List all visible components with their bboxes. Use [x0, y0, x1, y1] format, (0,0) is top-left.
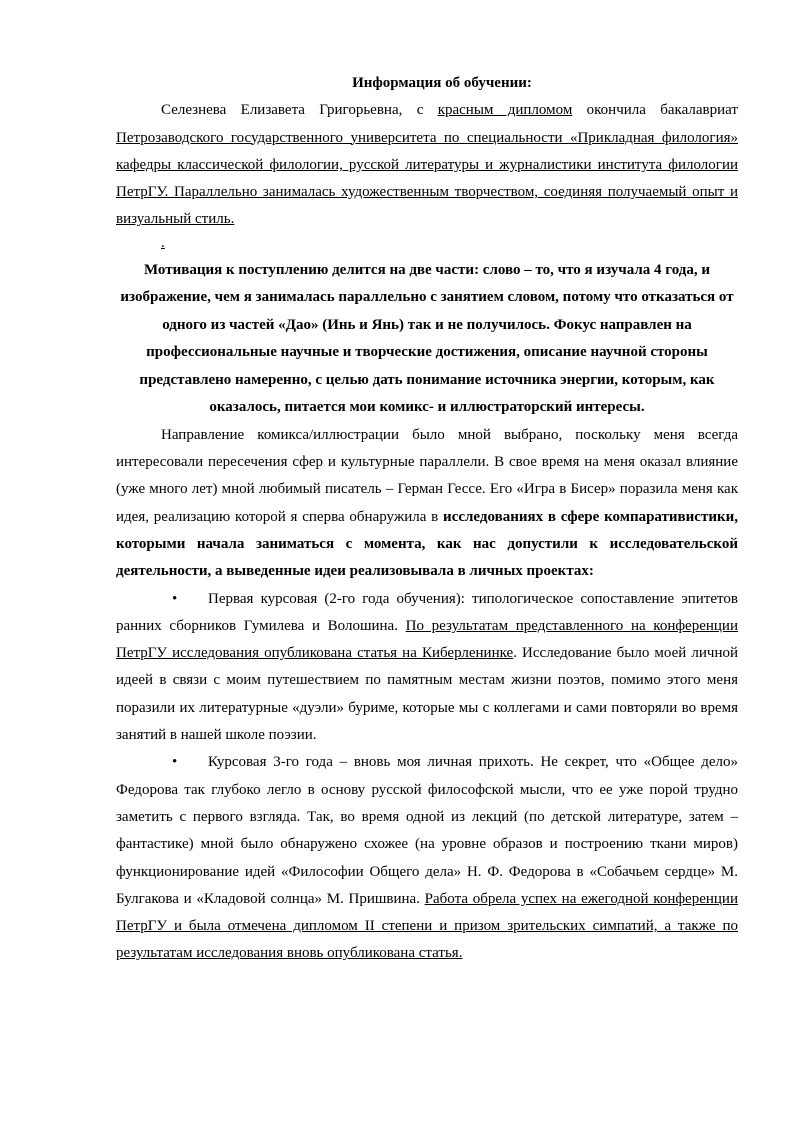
bullet-icon: •: [172, 590, 178, 607]
bullet2-text: Курсовая 3-го года – вновь моя личная прихоть. Не секрет, что «Общее дело» Федорова так глубоко легло в основу русской философской мысли, что ее уже порой трудно заметить с первого взгляда. Так, во время одной из лекций (по детской литературе, затем – фантастике) мной было обнаружено схожее (на уровне образов и построению ткани миров) функционирование идей «Философии Общего дела» Н. Ф. Федорова в «Собачьем сердце» М. Булгакова и «Кладовой солнца» М. Пришвина.: [116, 754, 738, 907]
stray-dot: .: [161, 234, 165, 251]
bullet2-underlined: Работа обрела успех на ежегодной конференции ПетрГУ и была отмечена дипломом II степени и призом зрительских симпатий, а также по результатам исследования вновь опубликована статья.: [116, 890, 738, 962]
list-item: [116, 749, 738, 967]
bullet1-text: Первая курсовая (2-го года обучения): типологическое сопоставление эпитетов ранних сборников Гумилева и Волошина.: [116, 590, 738, 634]
education-paragraph: [116, 97, 738, 233]
bullet1-rest: . Исследование было моей личной идеей в связи с моим путешествием по памятным местам жизни поэтов, помимо этого меня поразили их литературные «дуэли» буриме, которые мы с коллегами и сами повторяли во время занятий в нашей школе поэзии.: [116, 645, 738, 744]
direction-text: Направление комикса/иллюстрации было мной выбрано, поскольку меня всегда интересовали пересечения сфер и культурные параллели. В свое время на меня оказал влияние (уже много лет) мной любимый писатель – Герман Гессе. Его «Игра в Бисер» поразила меня как идея, реализацию которой я сперва обнаружила в: [116, 426, 738, 525]
education-text-2: окончила бакалавриат: [572, 102, 738, 119]
education-text-1: Селезнева Елизавета Григорьевна, с: [161, 102, 438, 119]
red-diploma-text: красным дипломом: [437, 102, 573, 119]
bullet-icon: •: [172, 754, 178, 771]
list-item: [116, 586, 738, 750]
direction-bold-text: исследованиях в сфере компаративистики, которыми начала заниматься с момента, как нас допустили к исследовательской деятельности, а выведенные идеи реализовывала в личных проектах:: [116, 508, 738, 580]
section-heading: Информация об обучении:: [352, 75, 532, 91]
university-text: Петрозаводского государственного университета по специальности «Прикладная филология» кафедры классической филологии, русской литературы и журналистики института филологии ПетрГУ. Параллельно занималась художественным творчеством, соединяя получаемый опыт и визуальный стиль.: [116, 129, 738, 228]
motivation-paragraph: Мотивация к поступлению делится на две части: слово – то, что я изучала 4 года, и изображение, чем я занималась параллельно с занятием словом, потому что отказаться от одного из частей «Дао» (Инь и Янь) так и не получилось. Фокус направлен на профессиональные научные и творческие достижения, описание научной стороны представлено намеренно, с целью дать понимание источника энергии, которым, как оказалось, питается мои комикс- и иллюстраторский интересы.: [120, 261, 734, 416]
bullet1-underlined: По результатам представленного на конференции ПетрГУ исследования опубликована статья на Киберленинке: [116, 617, 738, 662]
document-page: [116, 70, 738, 968]
direction-paragraph: [116, 422, 738, 586]
